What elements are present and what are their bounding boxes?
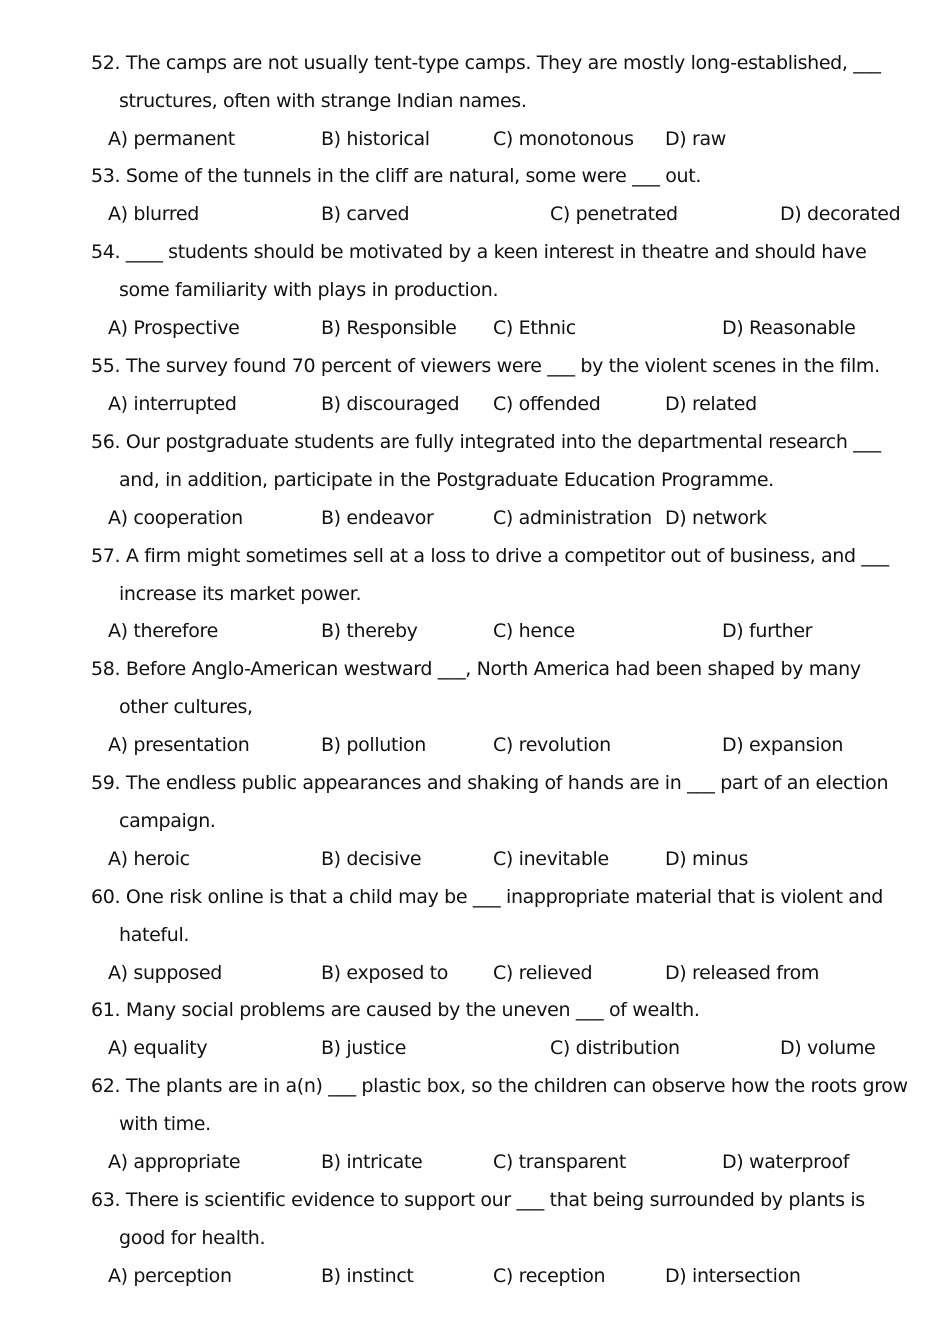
- question-54-option-b[interactable]: B) Responsible: [321, 317, 457, 339]
- question-63-option-c[interactable]: C) reception: [493, 1265, 606, 1287]
- question-63-option-a[interactable]: A) perception: [108, 1265, 232, 1287]
- question-54-option-c[interactable]: C) Ethnic: [493, 317, 576, 339]
- question-57-stem-cont: increase its market power.: [119, 583, 362, 605]
- question-52-option-c[interactable]: C) monotonous: [493, 128, 634, 150]
- question-60-option-a[interactable]: A) supposed: [108, 962, 222, 984]
- question-63-option-d[interactable]: D) intersection: [665, 1265, 801, 1287]
- question-63-stem-cont: good for health.: [119, 1227, 266, 1249]
- question-60-stem-cont: hateful.: [119, 924, 190, 946]
- question-54-stem: 54. ____ students should be motivated by a keen interest in theatre and should have: [91, 241, 867, 263]
- question-56-option-c[interactable]: C) administration: [493, 507, 652, 529]
- question-62-stem: 62. The plants are in a(n) ___ plastic box, so the children can observe how the roots grow: [91, 1075, 908, 1097]
- question-53-stem: 53. Some of the tunnels in the cliff are natural, some were ___ out.: [91, 165, 702, 187]
- question-55-option-a[interactable]: A) interrupted: [108, 393, 237, 415]
- question-57-stem: 57. A firm might sometimes sell at a loss to drive a competitor out of business, and ___: [91, 545, 889, 567]
- question-62-option-c[interactable]: C) transparent: [493, 1151, 626, 1173]
- question-58-option-d[interactable]: D) expansion: [722, 734, 844, 756]
- question-59-stem: 59. The endless public appearances and shaking of hands are in ___ part of an election: [91, 772, 889, 794]
- question-63-option-b[interactable]: B) instinct: [321, 1265, 414, 1287]
- question-55-option-c[interactable]: C) offended: [493, 393, 601, 415]
- question-52-stem: 52. The camps are not usually tent-type camps. They are mostly long-established, ___: [91, 52, 881, 74]
- question-58-option-b[interactable]: B) pollution: [321, 734, 426, 756]
- question-60-option-b[interactable]: B) exposed to: [321, 962, 448, 984]
- question-59-option-c[interactable]: C) inevitable: [493, 848, 609, 870]
- question-53-option-c[interactable]: C) penetrated: [550, 203, 678, 225]
- question-54-option-a[interactable]: A) Prospective: [108, 317, 240, 339]
- question-60-option-d[interactable]: D) released from: [665, 962, 820, 984]
- question-60-option-c[interactable]: C) relieved: [493, 962, 593, 984]
- question-57-option-c[interactable]: C) hence: [493, 620, 575, 642]
- question-52-option-a[interactable]: A) permanent: [108, 128, 235, 150]
- question-56-option-d[interactable]: D) network: [665, 507, 767, 529]
- question-57-option-d[interactable]: D) further: [722, 620, 813, 642]
- question-62-option-a[interactable]: A) appropriate: [108, 1151, 241, 1173]
- question-62-option-d[interactable]: D) waterproof: [722, 1151, 850, 1173]
- question-54-stem-cont: some familiarity with plays in production.: [119, 279, 499, 301]
- question-62-stem-cont: with time.: [119, 1113, 211, 1135]
- question-60-stem: 60. One risk online is that a child may be ___ inappropriate material that is violent and: [91, 886, 883, 908]
- question-58-stem-cont: other cultures,: [119, 696, 253, 718]
- question-61-option-b[interactable]: B) justice: [321, 1037, 407, 1059]
- question-61-option-c[interactable]: C) distribution: [550, 1037, 680, 1059]
- question-52-option-b[interactable]: B) historical: [321, 128, 430, 150]
- question-53-option-b[interactable]: B) carved: [321, 203, 410, 225]
- question-57-option-a[interactable]: A) therefore: [108, 620, 218, 642]
- question-56-option-b[interactable]: B) endeavor: [321, 507, 434, 529]
- question-52-option-d[interactable]: D) raw: [665, 128, 726, 150]
- question-56-option-a[interactable]: A) cooperation: [108, 507, 243, 529]
- question-56-stem: 56. Our postgraduate students are fully integrated into the departmental research ___: [91, 431, 881, 453]
- question-55-option-d[interactable]: D) related: [665, 393, 757, 415]
- question-56-stem-cont: and, in addition, participate in the Postgraduate Education Programme.: [119, 469, 774, 491]
- question-53-option-a[interactable]: A) blurred: [108, 203, 199, 225]
- question-61-stem: 61. Many social problems are caused by the uneven ___ of wealth.: [91, 999, 700, 1021]
- question-58-stem: 58. Before Anglo-American westward ___, North America had been shaped by many: [91, 658, 861, 680]
- question-52-stem-cont: structures, often with strange Indian names.: [119, 90, 527, 112]
- question-59-option-b[interactable]: B) decisive: [321, 848, 422, 870]
- question-59-stem-cont: campaign.: [119, 810, 216, 832]
- question-57-option-b[interactable]: B) thereby: [321, 620, 418, 642]
- question-53-option-d[interactable]: D) decorated: [780, 203, 901, 225]
- question-55-option-b[interactable]: B) discouraged: [321, 393, 460, 415]
- question-63-stem: 63. There is scientific evidence to support our ___ that being surrounded by plants is: [91, 1189, 865, 1211]
- question-55-stem: 55. The survey found 70 percent of viewers were ___ by the violent scenes in the film.: [91, 355, 880, 377]
- question-62-option-b[interactable]: B) intricate: [321, 1151, 423, 1173]
- question-54-option-d[interactable]: D) Reasonable: [722, 317, 856, 339]
- question-61-option-d[interactable]: D) volume: [780, 1037, 876, 1059]
- question-59-option-a[interactable]: A) heroic: [108, 848, 190, 870]
- question-58-option-c[interactable]: C) revolution: [493, 734, 611, 756]
- question-58-option-a[interactable]: A) presentation: [108, 734, 250, 756]
- question-61-option-a[interactable]: A) equality: [108, 1037, 208, 1059]
- question-59-option-d[interactable]: D) minus: [665, 848, 749, 870]
